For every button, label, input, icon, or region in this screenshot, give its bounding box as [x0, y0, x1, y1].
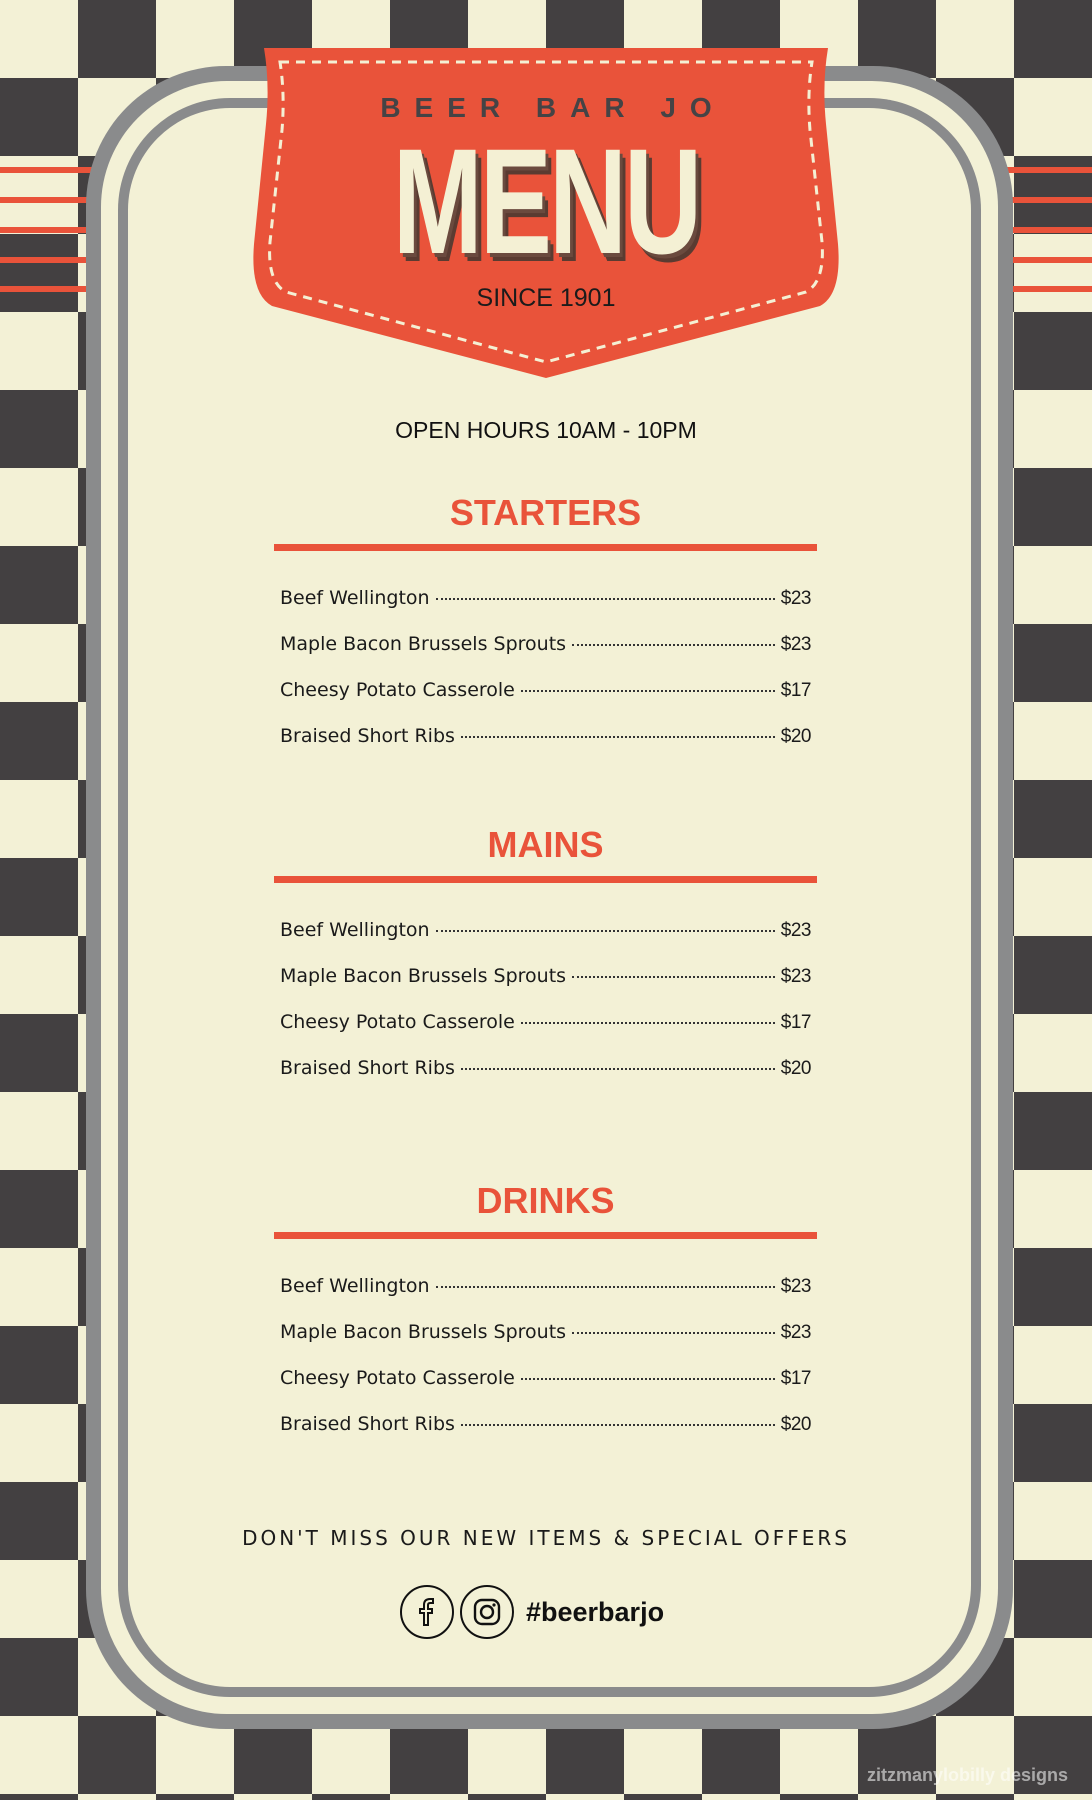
dotted-leader — [521, 690, 775, 692]
item-price: $17 — [780, 1368, 811, 1389]
menu-item — [280, 1057, 811, 1103]
since-label: SINCE 1901 — [476, 284, 616, 312]
item-name: Braised Short Ribs — [280, 725, 455, 747]
menu-item — [280, 725, 811, 771]
item-name: Cheesy Potato Casserole — [280, 1011, 515, 1033]
menu-item-list — [274, 587, 817, 771]
section-divider — [274, 1232, 817, 1239]
dotted-leader — [572, 976, 775, 978]
instagram-glyph — [473, 1598, 501, 1626]
instagram-icon[interactable] — [460, 1585, 514, 1639]
menu-item — [280, 919, 811, 965]
item-name: Maple Bacon Brussels Sprouts — [280, 965, 567, 987]
item-price: $23 — [780, 966, 811, 987]
menu-item — [280, 679, 811, 725]
section-divider — [274, 876, 817, 883]
dotted-leader — [436, 1286, 775, 1288]
menu-item-list — [274, 919, 817, 1103]
item-price: $17 — [780, 680, 811, 701]
dotted-leader — [436, 930, 775, 932]
section-drinks — [274, 1181, 817, 1459]
item-name: Maple Bacon Brussels Sprouts — [280, 633, 567, 655]
dotted-leader — [461, 1424, 775, 1426]
item-price: $20 — [780, 1414, 811, 1435]
item-price: $23 — [780, 634, 811, 655]
section-title: STARTERS — [449, 492, 642, 533]
watermark: zitzmanylobilly designs — [866, 1765, 1068, 1785]
item-price: $23 — [780, 588, 811, 609]
dotted-leader — [572, 644, 775, 646]
menu-item — [280, 1367, 811, 1413]
brand-name: BEER BAR JO — [380, 92, 726, 123]
menu-title: MENU — [392, 117, 700, 285]
dotted-leader — [461, 1068, 775, 1070]
header-badge — [250, 44, 842, 380]
menu-item — [280, 1413, 811, 1459]
promo-tagline: DON'T MISS OUR NEW ITEMS & SPECIAL OFFERS — [242, 1526, 850, 1550]
item-name: Cheesy Potato Casserole — [280, 679, 515, 701]
item-price: $23 — [780, 1322, 811, 1343]
item-price: $20 — [780, 1058, 811, 1079]
item-price: $23 — [780, 1276, 811, 1297]
facebook-glyph — [415, 1597, 439, 1627]
dotted-leader — [572, 1332, 775, 1334]
item-price: $20 — [780, 726, 811, 747]
hashtag: #beerbarjo — [526, 1596, 665, 1627]
item-name: Maple Bacon Brussels Sprouts — [280, 1321, 567, 1343]
social-links — [400, 1584, 664, 1640]
item-name: Braised Short Ribs — [280, 1413, 455, 1435]
section-title: DRINKS — [476, 1180, 615, 1221]
section-starters — [274, 493, 817, 771]
section-title: MAINS — [487, 824, 604, 865]
item-name: Beef Wellington — [280, 919, 430, 941]
item-name: Beef Wellington — [280, 1275, 430, 1297]
open-hours: OPEN HOURS 10AM - 10PM — [395, 417, 697, 443]
dotted-leader — [436, 598, 775, 600]
item-name: Cheesy Potato Casserole — [280, 1367, 515, 1389]
item-price: $23 — [780, 920, 811, 941]
facebook-icon[interactable] — [400, 1585, 454, 1639]
menu-item-list — [274, 1275, 817, 1459]
menu-item — [280, 1321, 811, 1367]
item-price: $17 — [780, 1012, 811, 1033]
menu-item — [280, 965, 811, 1011]
menu-item — [280, 587, 811, 633]
dotted-leader — [461, 736, 775, 738]
menu-item — [280, 633, 811, 679]
dotted-leader — [521, 1378, 775, 1380]
dotted-leader — [521, 1022, 775, 1024]
item-name: Braised Short Ribs — [280, 1057, 455, 1079]
menu-item — [280, 1275, 811, 1321]
item-name: Beef Wellington — [280, 587, 430, 609]
menu-item — [280, 1011, 811, 1057]
section-divider — [274, 544, 817, 551]
section-mains — [274, 825, 817, 1103]
